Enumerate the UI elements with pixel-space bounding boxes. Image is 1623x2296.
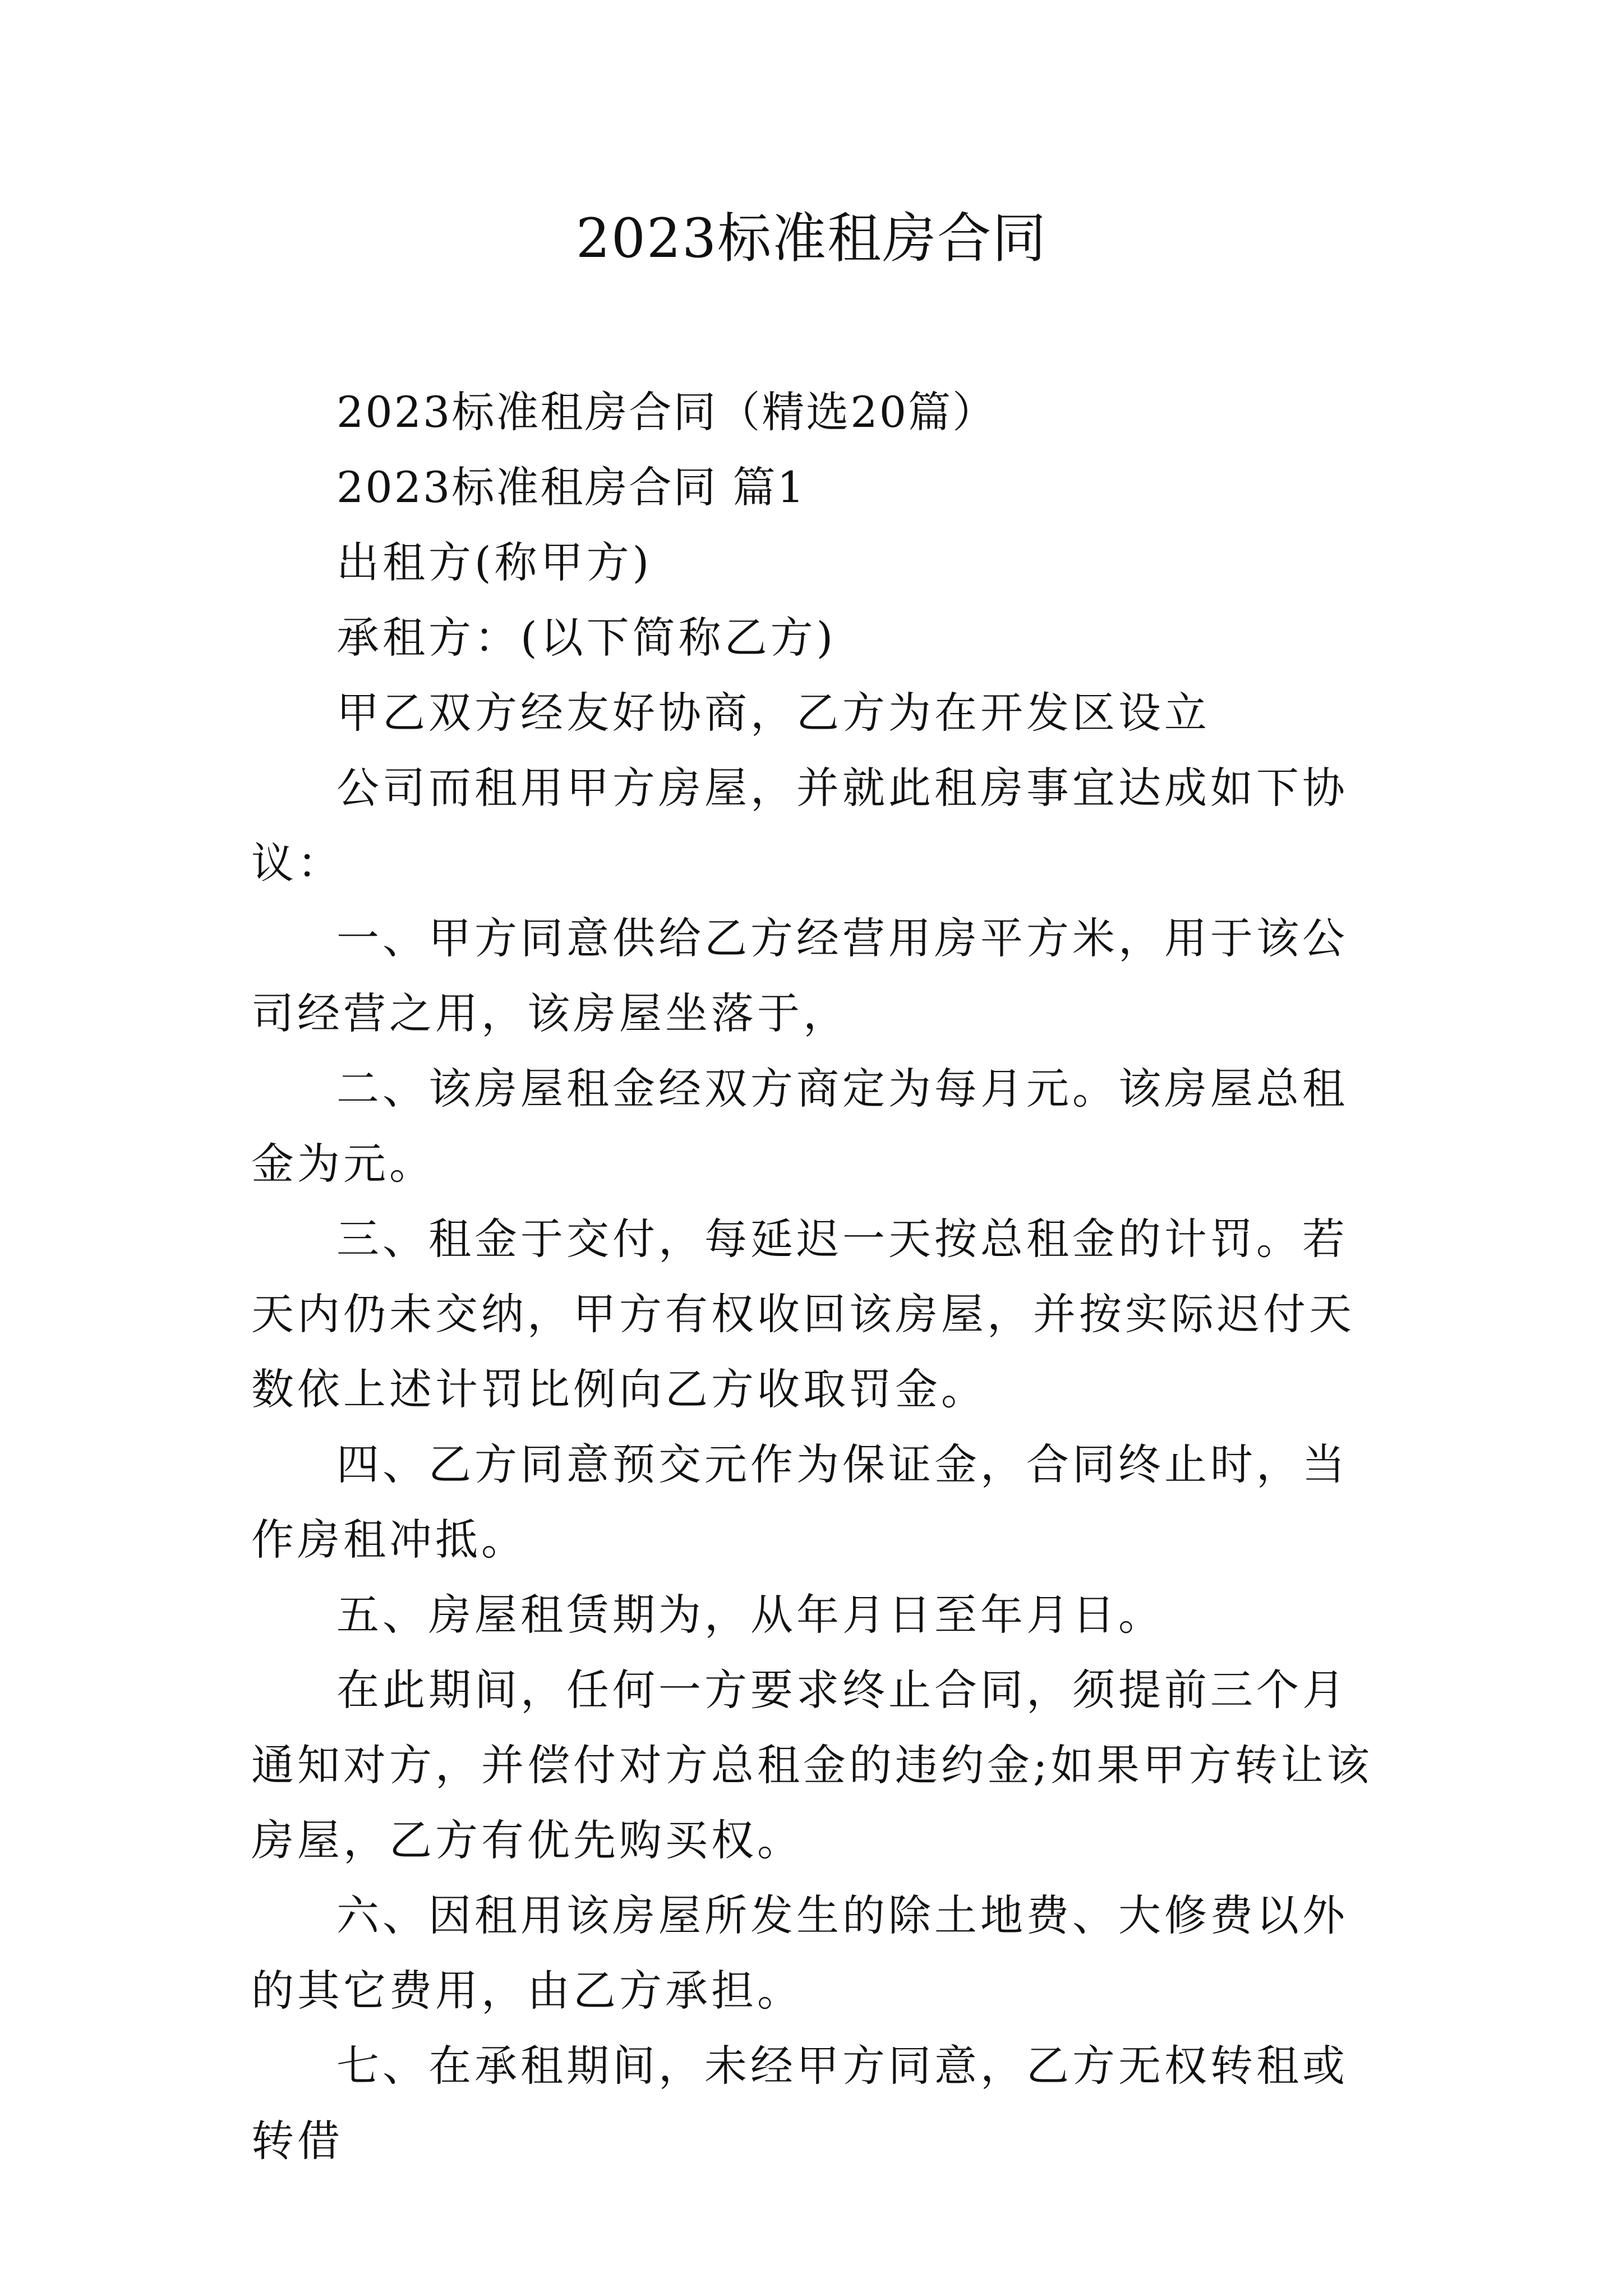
paragraph-clause-3: 三、租金于交付，每延迟一天按总租金的计罚。若天内仍未交纳，甲方有权收回该房屋，并按实际迟付天数依上述计罚比例向乙方收取罚金。: [251, 1214, 1355, 1414]
paragraph-subtitle: 2023标准租房合同（精选20篇）: [336, 387, 997, 437]
paragraph-clause-5-detail: 在此期间，任何一方要求终止合同，须提前三个月通知对方，并偿付对方总租金的违约金;如果甲方转让该房屋，乙方有优先购买权。: [251, 1665, 1373, 1865]
document-body: [251, 375, 1378, 2179]
paragraph-clause-5: 五、房屋租赁期为，从年月日至年月日。: [336, 1590, 1164, 1640]
paragraph-clause-4: 四、乙方同意预交元作为保证金，合同终止时，当作房租冲抵。: [251, 1439, 1348, 1565]
paragraph-clause-7: 七、在承租期间，未经甲方同意，乙方无权转租或转借: [251, 2041, 1348, 2166]
document-title: 2023标准租房合同: [575, 207, 1048, 270]
paragraph-clause-1: 一、甲方同意供给乙方经营用房平方米，用于该公司经营之用，该房屋坐落于，: [251, 913, 1348, 1038]
paragraph-preamble-1: 甲乙双方经友好协商，乙方为在开发区设立: [336, 688, 1210, 738]
paragraph-lessee: 承租方：(以下简称乙方): [336, 613, 837, 662]
paragraph-clause-2: 二、该房屋租金经双方商定为每月元。该房屋总租金为元。: [251, 1064, 1348, 1189]
paragraph-preamble-2: 公司而租用甲方房屋，并就此租房事宜达成如下协议：: [251, 763, 1348, 888]
paragraph-section-heading: 2023标准租房合同 篇1: [336, 462, 806, 512]
paragraph-clause-6: 六、因租用该房屋所发生的除土地费、大修费以外的其它费用，由乙方承担。: [251, 1890, 1348, 2016]
paragraph-lessor: 出租方(称甲方): [336, 537, 653, 587]
